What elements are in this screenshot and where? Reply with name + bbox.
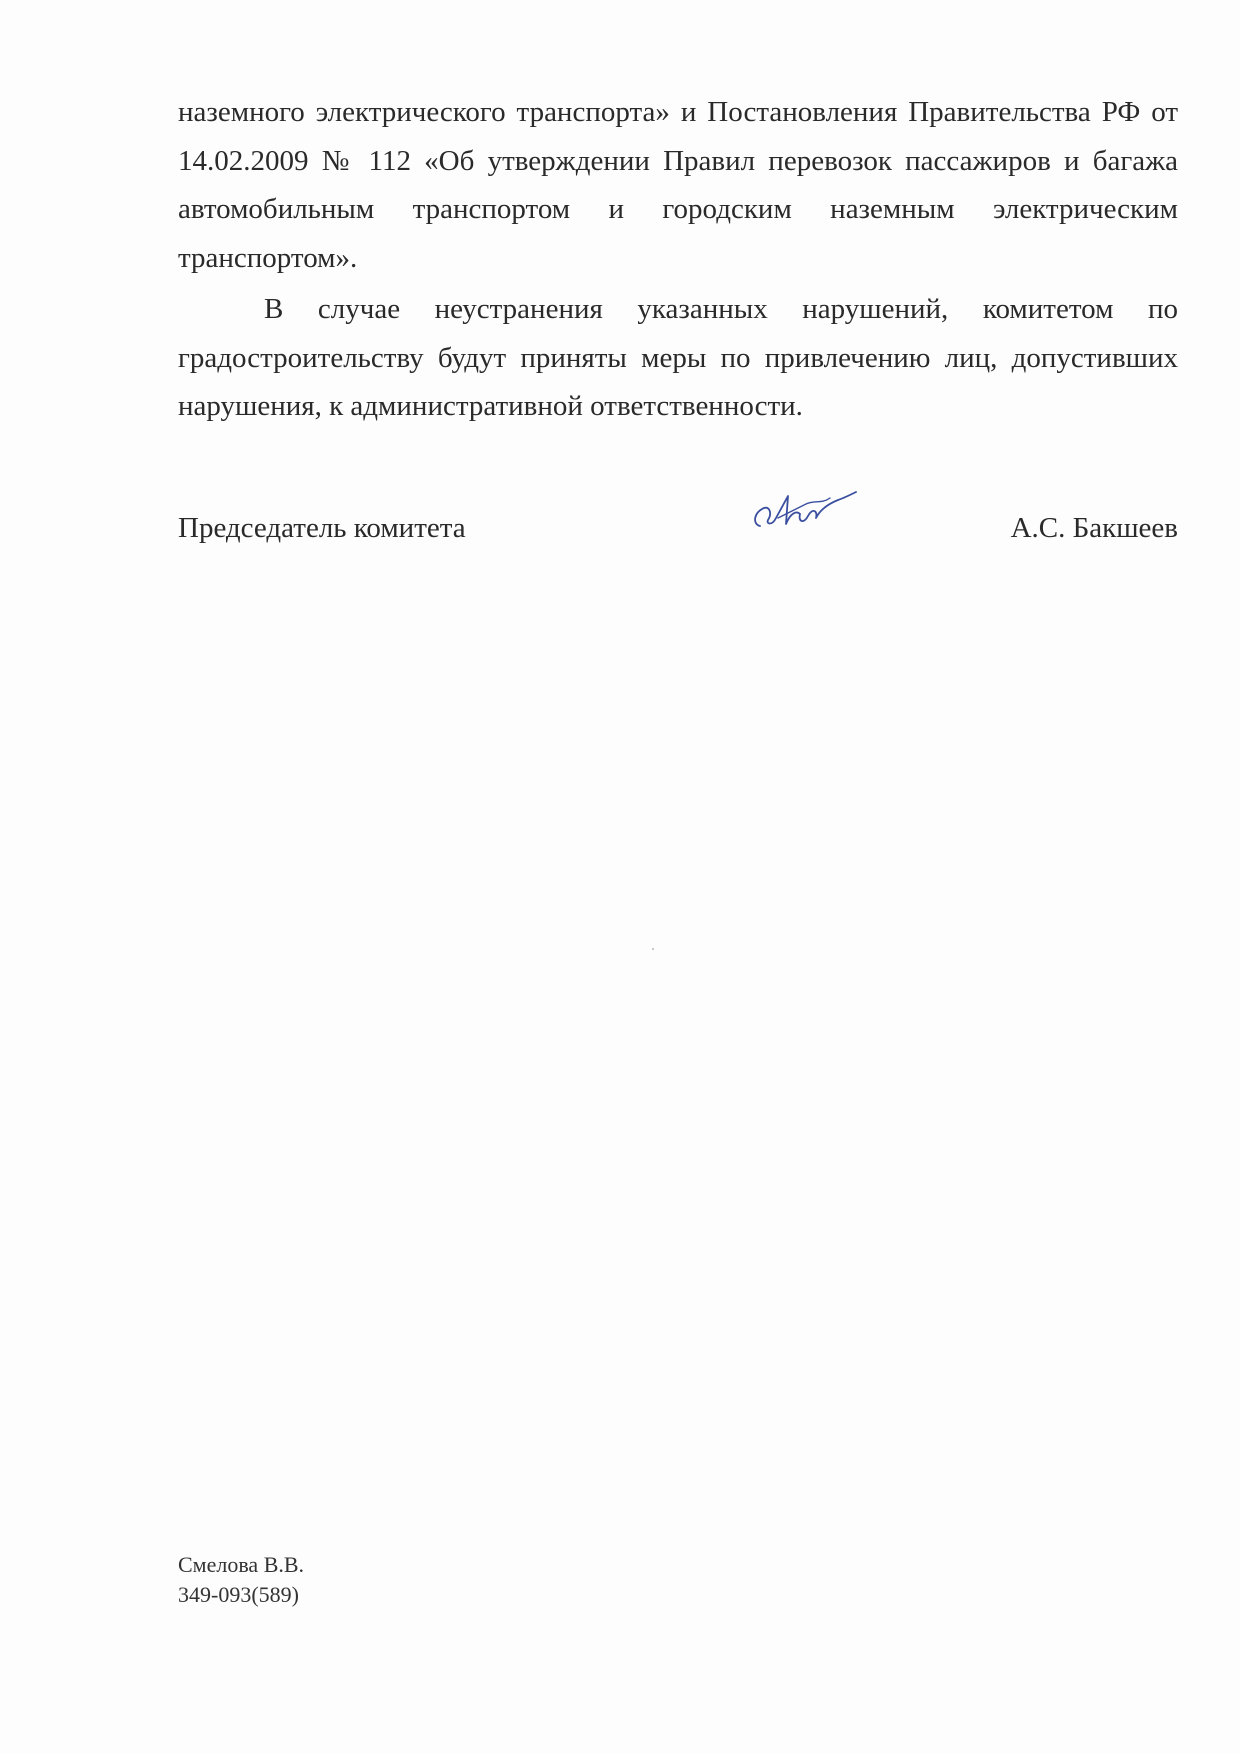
scan-speck [652, 948, 654, 950]
executor-name: Смелова В.В. [178, 1552, 305, 1577]
paragraph-regulation-reference: наземного электрического транспорта» и Постановления Правительства РФ от 14.02.2009 № 112 «Об утверждении Правил перевозок пассажиров и багажа автомобильным транспортом и городским наземным электрическим транспортом». [178, 96, 1178, 274]
executor-info [178, 1550, 304, 1610]
signature-block [178, 500, 1178, 560]
handwritten-signature [748, 474, 858, 544]
letter-body [178, 88, 1178, 431]
signatory-name: А.С. Бакшеев [1010, 512, 1178, 544]
paragraph-liability-warning: В случае неустранения указанных нарушений, комитетом по градостроительству будут приняты меры по привлечению лиц, допустивших нарушения, к административной ответственности. [178, 293, 1178, 422]
executor-phone: 349-093(589) [178, 1582, 299, 1607]
signatory-position: Председатель комитета [178, 512, 466, 544]
